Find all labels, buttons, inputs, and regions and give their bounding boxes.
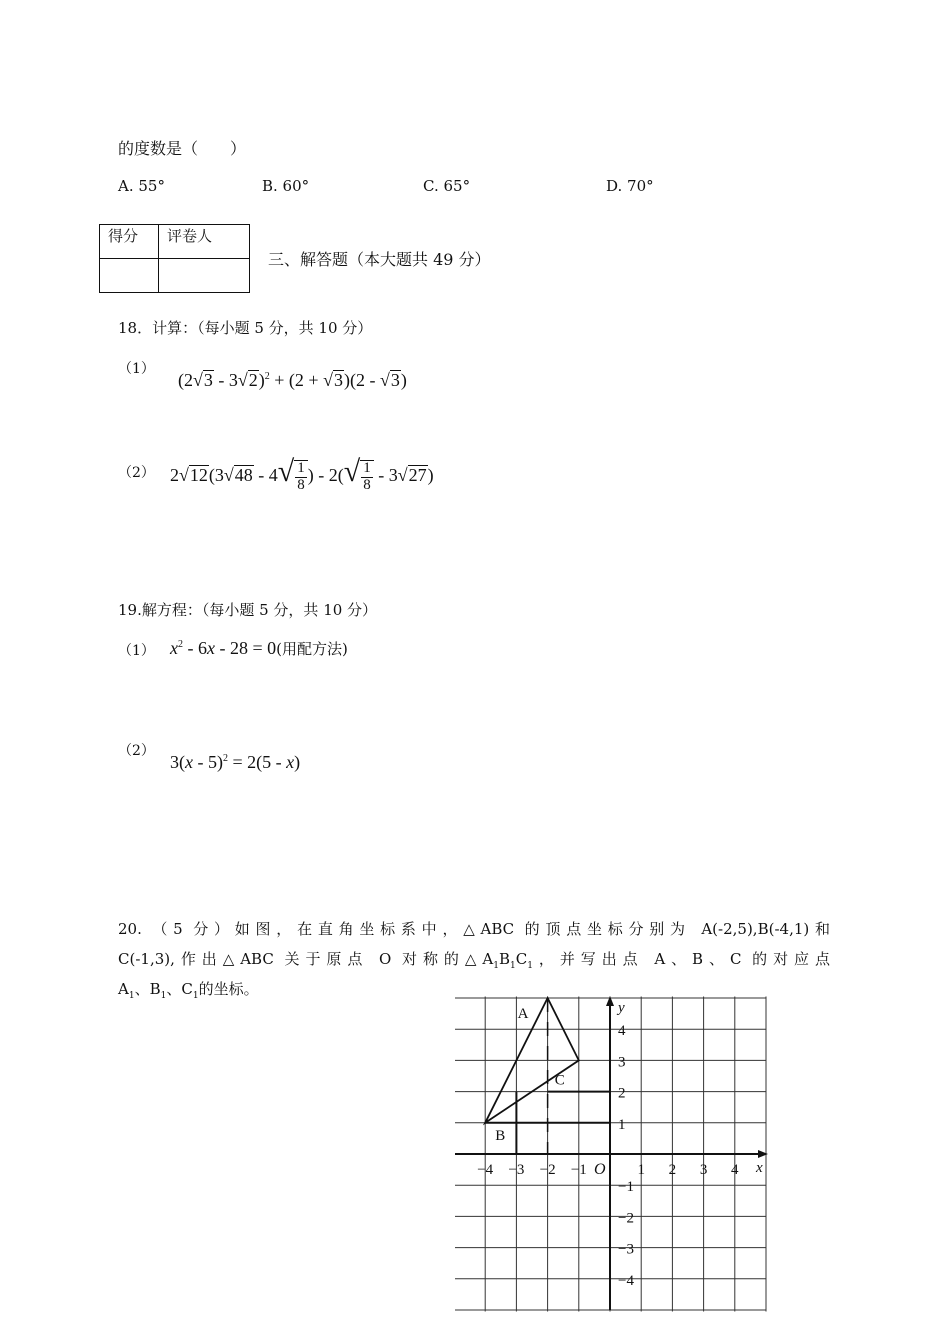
- y-tick-label: −3: [618, 1241, 634, 1258]
- q20-line1: 20. （5 分）如图，在直角坐标系中，△ABC 的顶点坐标分别为 A(-2,5),B(-4,1)和: [118, 920, 830, 938]
- y-tick-label: 4: [618, 1023, 626, 1040]
- x-tick-label: 3: [699, 1162, 708, 1178]
- q19-p1-method: (用配方法): [276, 640, 348, 658]
- q18-p1-expression: (2√3 - 3√2)$^2$ + (2 + √3)(2 - √3): [178, 370, 407, 390]
- y-tick-label: 1: [618, 1116, 626, 1133]
- option-c: C. 65°: [423, 177, 471, 195]
- grader-cell[interactable]: [159, 259, 250, 293]
- q19-p1-equation: $x^2 - 6x - 28 = 0$(用配方法): [170, 638, 348, 658]
- q19-title: 19.解方程：（每小题 5 分，共 10 分）: [118, 601, 378, 619]
- point-label-b: B: [495, 1127, 506, 1144]
- y-tick-label: 2: [618, 1085, 626, 1102]
- score-header: 得分: [100, 225, 159, 259]
- q20-line3: $A_1$、$B_1$、$C_1$的坐标。: [118, 980, 259, 1001]
- origin-label: O: [594, 1161, 606, 1178]
- y-axis-label: y: [618, 1000, 625, 1016]
- q18-title: 18．计算：（每小题 5 分，共 10 分）: [118, 319, 373, 337]
- q18-p2-label: （2）: [118, 465, 155, 481]
- q20-line2: C(-1,3),作出△ABC 关于原点 O 对称的$\triangle A_1B_1C_1$，并写出点 A、B、C 的对应点: [118, 950, 830, 971]
- section-title: 三、解答题（本大题共 49 分）: [268, 250, 491, 269]
- q18-p2-expression: 2√12(3√48 - 4√ $\frac{1}{8}$ ) - 2(√ $\frac{1}{8}$ - 3√27): [170, 455, 434, 493]
- y-tick-label: −4: [618, 1272, 634, 1289]
- q19-p1-label: （1）: [118, 643, 155, 659]
- q19-p2-label: （2）: [118, 743, 155, 759]
- x-tick-label: 4: [731, 1162, 739, 1178]
- coordinate-grid: [455, 996, 775, 1318]
- option-d: D. 70°: [606, 177, 654, 195]
- x-tick-label: −1: [570, 1162, 587, 1178]
- point-label-c: C: [554, 1072, 565, 1089]
- score-cell[interactable]: [100, 259, 159, 293]
- axes: [455, 996, 768, 1310]
- x-axis-label: x: [756, 1160, 763, 1176]
- tick-labels: [477, 1000, 763, 1289]
- option-a: A. 55°: [118, 177, 165, 195]
- q17-tail: 的度数是（ ）: [118, 139, 247, 158]
- x-tick-label: 1: [637, 1162, 645, 1178]
- y-tick-label: 3: [618, 1054, 626, 1071]
- score-table: [99, 224, 250, 293]
- grader-header: 评卷人: [159, 225, 250, 259]
- x-tick-label: −2: [539, 1162, 556, 1178]
- x-tick-label: 2: [668, 1162, 677, 1178]
- y-tick-label: −1: [618, 1179, 634, 1196]
- option-b: B. 60°: [262, 177, 310, 195]
- q18-p1-label: （1）: [118, 361, 155, 377]
- point-label-a: A: [517, 1006, 529, 1022]
- x-tick-label: −3: [508, 1162, 525, 1178]
- y-tick-label: −2: [618, 1210, 634, 1227]
- q19-p2-equation: 3(x - 5)$^2$ = 2(5 - x): [170, 752, 301, 772]
- x-tick-label: −4: [477, 1162, 494, 1178]
